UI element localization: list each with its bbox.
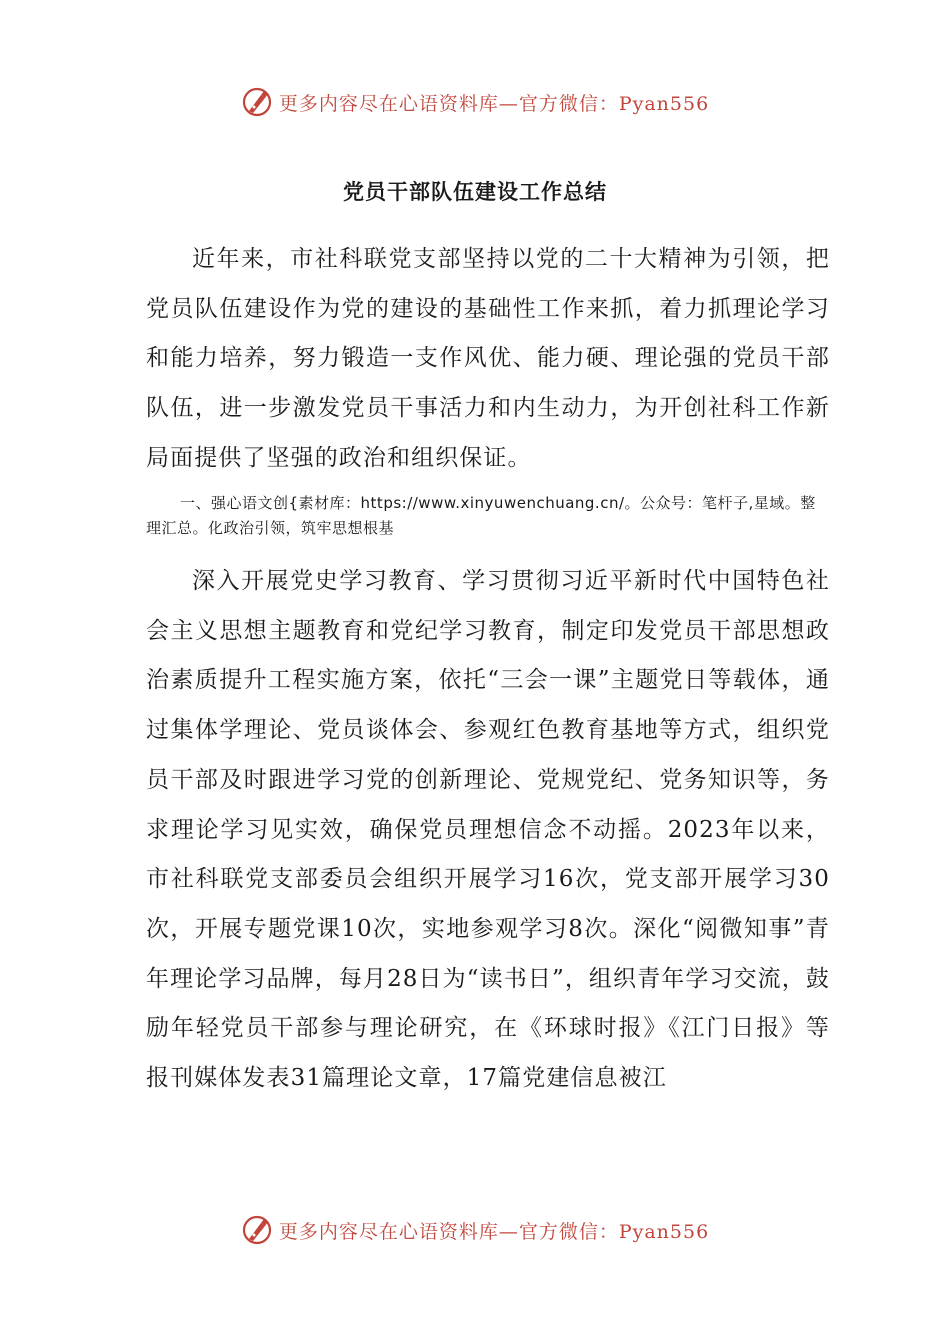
section-paragraph: 深入开展党史学习教育、学习贯彻习近平新时代中国特色社会主义思想主题教育和党纪学习教育，制定印发党员干部思想政治素质提升工程实施方案，依托“三会一课”主题党日等载体，通过集体学理论、党员谈体会、参观红色教育基地等方式，组织党员干部及时跟进学习党的创新理论、党规党纪、党务知识等，务求理论学习见实效，确保党员理想信念不动摇。2023年以来，市社科联党支部委员会组织开展学习16次，党支部开展学习30次，开展专题党课10次，实地参观学习8次。深化“阅微知事”青年理论学习品牌，每月28日为“读书日”，组织青年学习交流，鼓励年轻党员干部参与理论研究，在《环球时报》《江门日报》等报刊媒体发表31篇理论文章，17篇党建信息被江 <box>146 568 830 1092</box>
document-title: 党员干部队伍建设工作总结 <box>343 180 607 204</box>
banner-text: 更多内容尽在心语资料库—官方微信：Pyan556 <box>278 1220 710 1243</box>
pen-nib-circle-icon <box>241 86 273 118</box>
banner-text: 更多内容尽在心语资料库—官方微信：Pyan556 <box>278 92 710 115</box>
pen-nib-circle-icon <box>241 1214 273 1246</box>
footer-banner <box>0 1208 950 1252</box>
header-banner <box>0 80 950 124</box>
intro-paragraph: 近年来，市社科联党支部坚持以党的二十大精神为引领，把党员队伍建设作为党的建设的基础性工作来抓，着力抓理论学习和能力培养，努力锻造一支作风优、能力硬、理论强的党员干部队伍，进一步激发党员干事活力和内生动力，为开创社科工作新局面提供了坚强的政治和组织保证。 <box>146 246 830 471</box>
section-heading: 一、强心语文创{素材库：https://www.xinyuwenchuang.cn/。公众号：笔杆子,星域。整理汇总。化政治引领，筑牢思想根基 <box>146 494 816 537</box>
